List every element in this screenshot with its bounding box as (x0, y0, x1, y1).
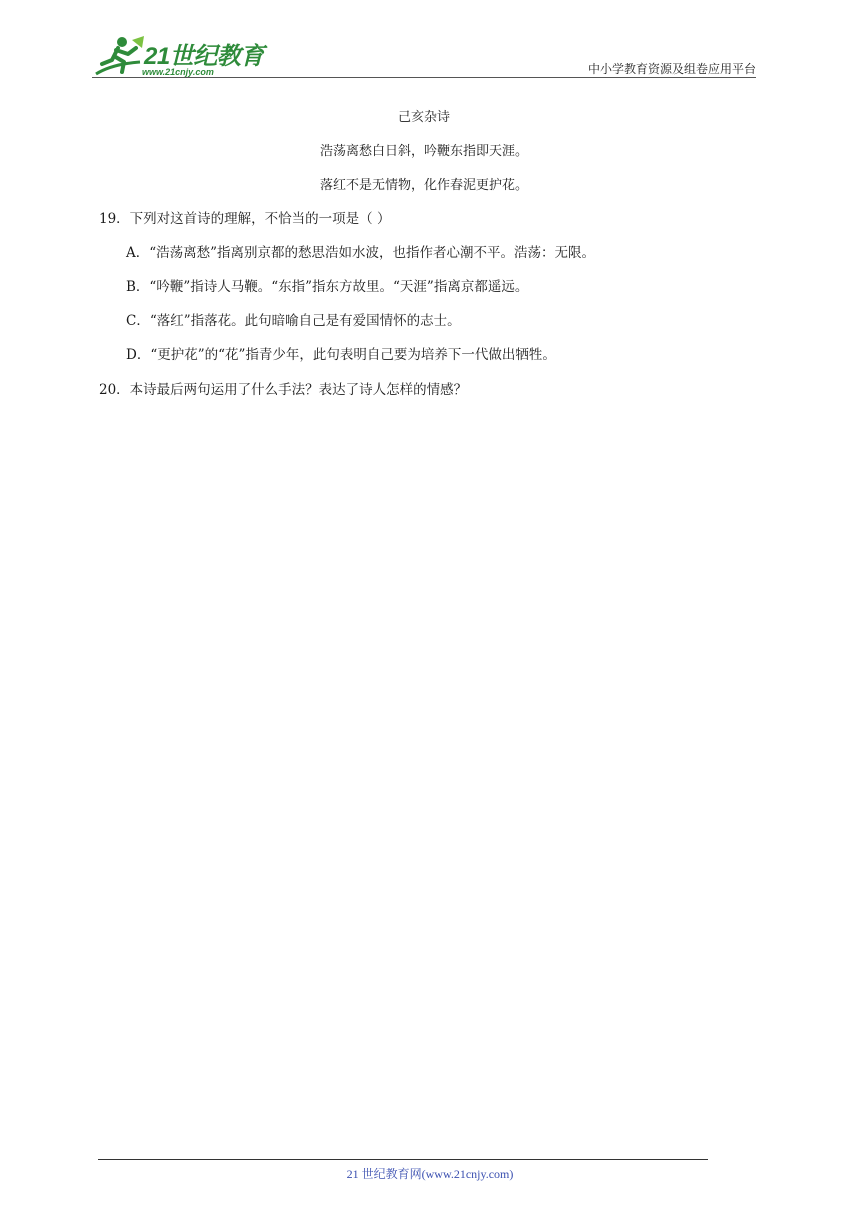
question-19-option-c: C．“落红”指落花。此句暗喻自己是有爱国情怀的志士。 (126, 313, 461, 329)
poem-line-2: 落红不是无情物，化作春泥更护花。 (319, 178, 528, 193)
header-platform-label: 中小学教育资源及组卷应用平台 (587, 62, 756, 76)
runner-logo-icon (92, 34, 148, 78)
footer-divider (98, 1159, 708, 1160)
site-logo[interactable] (92, 34, 264, 78)
question-19: 19．下列对这首诗的理解，不恰当的一项是（ ） (99, 211, 391, 227)
question-19-option-b: B．“吟鞭”指诗人马鞭。“东指”指东方故里。“天涯”指离京都遥远。 (126, 279, 529, 295)
page-header (92, 28, 756, 78)
logo-url: www.21cnjy.com (142, 67, 214, 77)
logo-text: 21世纪教育 (144, 43, 264, 70)
poem-title: 己亥杂诗 (397, 110, 450, 125)
question-20: 20．本诗最后两句运用了什么手法？表达了诗人怎样的情感？ (99, 382, 468, 398)
footer-link[interactable]: 21 世纪教育网(www.21cnjy.com) (346, 1167, 514, 1181)
question-19-option-d: D．“更护花”的“花”指青少年，此句表明自己要为培养下一代做出牺牲。 (126, 347, 556, 363)
header-divider (92, 77, 756, 78)
question-19-option-a: A．“浩荡离愁”指离别京都的愁思浩如水波，也指作者心潮不平。浩荡：无限。 (126, 245, 596, 261)
poem-line-1: 浩荡离愁白日斜，吟鞭东指即天涯。 (319, 144, 528, 159)
